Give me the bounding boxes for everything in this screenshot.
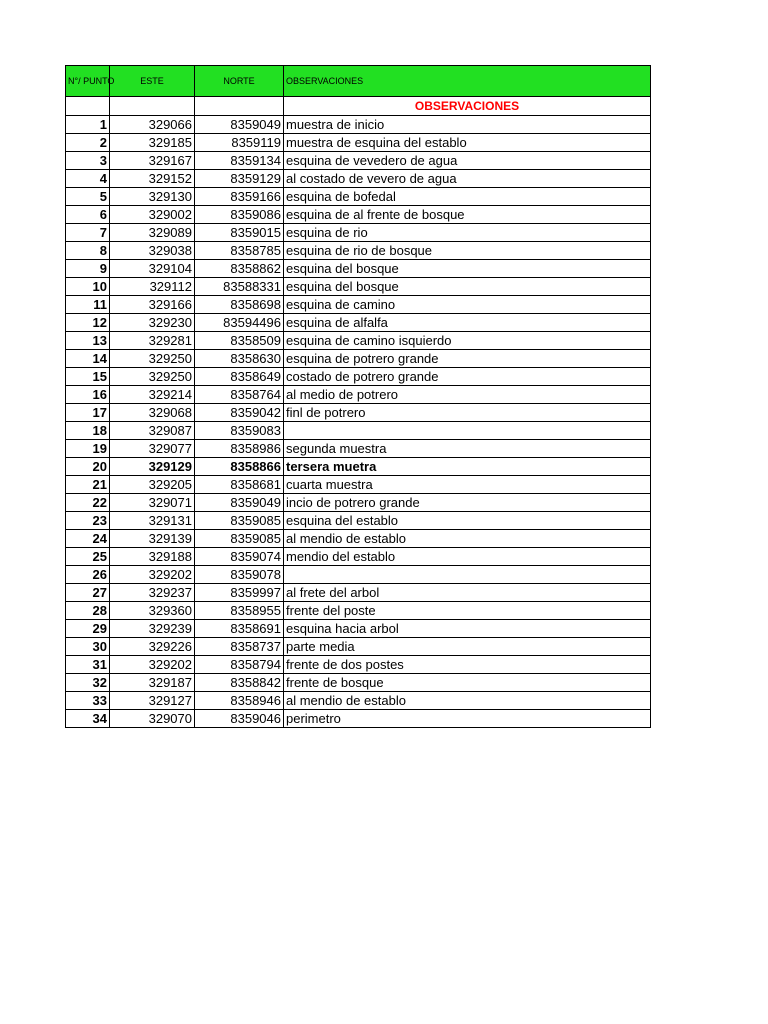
cell-norte[interactable]: 8359046 xyxy=(195,710,284,728)
cell-este[interactable]: 329130 xyxy=(110,188,195,206)
cell-observaciones[interactable]: frente de bosque xyxy=(284,674,651,692)
cell-este[interactable]: 329066 xyxy=(110,116,195,134)
subheader-cell-empty[interactable] xyxy=(110,97,195,116)
cell-este[interactable]: 329152 xyxy=(110,170,195,188)
table-row xyxy=(66,710,651,728)
cell-punto[interactable]: 2 xyxy=(66,134,110,152)
cell-este[interactable]: 329127 xyxy=(110,692,195,710)
cell-norte[interactable]: 8358737 xyxy=(195,638,284,656)
cell-este[interactable]: 329202 xyxy=(110,566,195,584)
cell-norte[interactable]: 8358955 xyxy=(195,602,284,620)
subheader-cell-empty[interactable] xyxy=(66,97,110,116)
cell-punto[interactable]: 8 xyxy=(66,242,110,260)
cell-observaciones[interactable]: esquina del establo xyxy=(284,512,651,530)
cell-punto[interactable]: 1 xyxy=(66,116,110,134)
cell-punto[interactable]: 31 xyxy=(66,656,110,674)
cell-este[interactable]: 329071 xyxy=(110,494,195,512)
table-row xyxy=(66,278,651,296)
cell-norte[interactable]: 8358986 xyxy=(195,440,284,458)
table-row xyxy=(66,674,651,692)
cell-punto[interactable]: 11 xyxy=(66,296,110,314)
cell-este[interactable]: 329214 xyxy=(110,386,195,404)
table-row xyxy=(66,332,651,350)
cell-este[interactable]: 329112 xyxy=(110,278,195,296)
header-punto[interactable]: N°/ PUNTO xyxy=(66,66,110,97)
cell-norte[interactable]: 8359015 xyxy=(195,224,284,242)
cell-punto[interactable]: 26 xyxy=(66,566,110,584)
cell-norte[interactable]: 8358509 xyxy=(195,332,284,350)
cell-norte[interactable]: 8358630 xyxy=(195,350,284,368)
table-row xyxy=(66,620,651,638)
cell-observaciones[interactable]: al medio de potrero xyxy=(284,386,651,404)
cell-este[interactable]: 329205 xyxy=(110,476,195,494)
header-observaciones[interactable]: OBSERVACIONES xyxy=(284,66,651,97)
cell-norte[interactable]: 8359049 xyxy=(195,116,284,134)
table-row xyxy=(66,368,651,386)
cell-norte[interactable]: 83588331 xyxy=(195,278,284,296)
header-norte[interactable]: NORTE xyxy=(195,66,284,97)
cell-norte[interactable]: 8359085 xyxy=(195,512,284,530)
cell-este[interactable]: 329131 xyxy=(110,512,195,530)
cell-observaciones[interactable]: esquina de al frente de bosque xyxy=(284,206,651,224)
cell-punto[interactable]: 4 xyxy=(66,170,110,188)
cell-norte[interactable]: 8358794 xyxy=(195,656,284,674)
table-row xyxy=(66,548,651,566)
cell-norte[interactable]: 8359166 xyxy=(195,188,284,206)
table-row xyxy=(66,260,651,278)
table-row xyxy=(66,638,651,656)
table-row xyxy=(66,314,651,332)
cell-norte[interactable]: 8359042 xyxy=(195,404,284,422)
table-row xyxy=(66,530,651,548)
cell-punto[interactable]: 34 xyxy=(66,710,110,728)
cell-punto[interactable]: 24 xyxy=(66,530,110,548)
subheader-cell-empty[interactable] xyxy=(195,97,284,116)
cell-observaciones[interactable]: esquina de potrero grande xyxy=(284,350,651,368)
cell-este[interactable]: 329002 xyxy=(110,206,195,224)
table-row xyxy=(66,224,651,242)
cell-este[interactable]: 329237 xyxy=(110,584,195,602)
cell-punto[interactable]: 19 xyxy=(66,440,110,458)
cell-norte[interactable]: 8358842 xyxy=(195,674,284,692)
table-row xyxy=(66,386,651,404)
cell-este[interactable]: 329167 xyxy=(110,152,195,170)
cell-punto[interactable]: 27 xyxy=(66,584,110,602)
cell-este[interactable]: 329166 xyxy=(110,296,195,314)
cell-observaciones[interactable]: muestra de inicio xyxy=(284,116,651,134)
cell-punto[interactable]: 33 xyxy=(66,692,110,710)
cell-norte[interactable]: 8359074 xyxy=(195,548,284,566)
table-row xyxy=(66,116,651,134)
cell-este[interactable]: 329239 xyxy=(110,620,195,638)
cell-este[interactable]: 329087 xyxy=(110,422,195,440)
cell-punto[interactable]: 14 xyxy=(66,350,110,368)
cell-este[interactable]: 329089 xyxy=(110,224,195,242)
cell-norte[interactable]: 8358681 xyxy=(195,476,284,494)
cell-este[interactable]: 329187 xyxy=(110,674,195,692)
cell-punto[interactable]: 22 xyxy=(66,494,110,512)
cell-este[interactable]: 329129 xyxy=(110,458,195,476)
cell-punto[interactable]: 25 xyxy=(66,548,110,566)
table-row xyxy=(66,458,651,476)
cell-punto[interactable]: 21 xyxy=(66,476,110,494)
cell-observaciones[interactable]: incio de potrero grande xyxy=(284,494,651,512)
cell-este[interactable]: 329185 xyxy=(110,134,195,152)
cell-observaciones[interactable]: muestra de esquina del establo xyxy=(284,134,651,152)
cell-observaciones[interactable]: al costado de vevero de agua xyxy=(284,170,651,188)
cell-punto[interactable]: 12 xyxy=(66,314,110,332)
cell-observaciones[interactable]: esquina de alfalfa xyxy=(284,314,651,332)
cell-observaciones[interactable]: esquina de vevedero de agua xyxy=(284,152,651,170)
cell-punto[interactable]: 16 xyxy=(66,386,110,404)
cell-observaciones[interactable]: frente del poste xyxy=(284,602,651,620)
cell-norte[interactable]: 8359119 xyxy=(195,134,284,152)
table-row xyxy=(66,152,651,170)
header-row xyxy=(66,66,651,97)
cell-este[interactable]: 329250 xyxy=(110,368,195,386)
cell-este[interactable]: 329281 xyxy=(110,332,195,350)
table-row xyxy=(66,350,651,368)
cell-norte[interactable]: 8359049 xyxy=(195,494,284,512)
cell-norte[interactable]: 83594496 xyxy=(195,314,284,332)
cell-punto[interactable]: 9 xyxy=(66,260,110,278)
cell-observaciones[interactable]: mendio del establo xyxy=(284,548,651,566)
cell-este[interactable]: 329250 xyxy=(110,350,195,368)
cell-punto[interactable]: 30 xyxy=(66,638,110,656)
table-body xyxy=(66,116,651,728)
cell-punto[interactable]: 32 xyxy=(66,674,110,692)
cell-observaciones[interactable]: esquina de camino isquierdo xyxy=(284,332,651,350)
table-row xyxy=(66,494,651,512)
cell-punto[interactable]: 28 xyxy=(66,602,110,620)
cell-este[interactable]: 329104 xyxy=(110,260,195,278)
cell-este[interactable]: 329068 xyxy=(110,404,195,422)
cell-norte[interactable]: 8358946 xyxy=(195,692,284,710)
cell-punto[interactable]: 18 xyxy=(66,422,110,440)
cell-este[interactable]: 329202 xyxy=(110,656,195,674)
cell-punto[interactable]: 20 xyxy=(66,458,110,476)
cell-observaciones[interactable]: esquina hacia arbol xyxy=(284,620,651,638)
table-row xyxy=(66,476,651,494)
cell-norte[interactable]: 8359085 xyxy=(195,530,284,548)
cell-este[interactable]: 329139 xyxy=(110,530,195,548)
cell-observaciones[interactable]: cuarta muestra xyxy=(284,476,651,494)
cell-punto[interactable]: 17 xyxy=(66,404,110,422)
spreadsheet xyxy=(65,65,650,728)
cell-norte[interactable]: 8358866 xyxy=(195,458,284,476)
cell-punto[interactable]: 3 xyxy=(66,152,110,170)
cell-este[interactable]: 329230 xyxy=(110,314,195,332)
cell-observaciones[interactable]: costado de potrero grande xyxy=(284,368,651,386)
cell-observaciones[interactable]: esquina de rio de bosque xyxy=(284,242,651,260)
cell-este[interactable]: 329226 xyxy=(110,638,195,656)
table-row xyxy=(66,422,651,440)
cell-observaciones[interactable]: perimetro xyxy=(284,710,651,728)
cell-observaciones[interactable]: esquina de rio xyxy=(284,224,651,242)
cell-punto[interactable]: 7 xyxy=(66,224,110,242)
cell-observaciones[interactable]: frente de dos postes xyxy=(284,656,651,674)
cell-punto[interactable]: 10 xyxy=(66,278,110,296)
cell-punto[interactable]: 6 xyxy=(66,206,110,224)
table-row xyxy=(66,692,651,710)
cell-observaciones[interactable] xyxy=(284,422,651,440)
table-row xyxy=(66,134,651,152)
cell-este[interactable]: 329077 xyxy=(110,440,195,458)
cell-este[interactable]: 329070 xyxy=(110,710,195,728)
subheader-row xyxy=(66,97,651,116)
cell-observaciones[interactable]: esquina del bosque xyxy=(284,260,651,278)
cell-observaciones[interactable]: tersera muetra xyxy=(284,458,651,476)
cell-observaciones[interactable]: al mendio de establo xyxy=(284,530,651,548)
table-row xyxy=(66,602,651,620)
table-row xyxy=(66,296,651,314)
cell-norte[interactable]: 8358785 xyxy=(195,242,284,260)
cell-este[interactable]: 329188 xyxy=(110,548,195,566)
cell-observaciones[interactable]: esquina de camino xyxy=(284,296,651,314)
cell-norte[interactable]: 8359078 xyxy=(195,566,284,584)
cell-punto[interactable]: 15 xyxy=(66,368,110,386)
cell-norte[interactable]: 8358649 xyxy=(195,368,284,386)
cell-observaciones[interactable]: esquina de bofedal xyxy=(284,188,651,206)
cell-norte[interactable]: 8359086 xyxy=(195,206,284,224)
cell-norte[interactable]: 8359134 xyxy=(195,152,284,170)
cell-norte[interactable]: 8358698 xyxy=(195,296,284,314)
table-row xyxy=(66,206,651,224)
table-row xyxy=(66,404,651,422)
cell-observaciones[interactable]: parte media xyxy=(284,638,651,656)
cell-observaciones[interactable]: finl de potrero xyxy=(284,404,651,422)
cell-norte[interactable]: 8358862 xyxy=(195,260,284,278)
cell-punto[interactable]: 5 xyxy=(66,188,110,206)
table-row xyxy=(66,512,651,530)
cell-norte[interactable]: 8359083 xyxy=(195,422,284,440)
cell-norte[interactable]: 8358764 xyxy=(195,386,284,404)
table-row xyxy=(66,188,651,206)
cell-observaciones[interactable]: al frete del arbol xyxy=(284,584,651,602)
table-row xyxy=(66,242,651,260)
cell-observaciones[interactable]: segunda muestra xyxy=(284,440,651,458)
cell-este[interactable]: 329038 xyxy=(110,242,195,260)
table-row xyxy=(66,584,651,602)
cell-este[interactable]: 329360 xyxy=(110,602,195,620)
subheader-observaciones[interactable]: OBSERVACIONES xyxy=(284,97,651,116)
table-row xyxy=(66,440,651,458)
table-row xyxy=(66,170,651,188)
cell-observaciones[interactable]: esquina del bosque xyxy=(284,278,651,296)
header-este[interactable]: ESTE xyxy=(110,66,195,97)
cell-norte[interactable]: 8359129 xyxy=(195,170,284,188)
cell-norte[interactable]: 8358691 xyxy=(195,620,284,638)
cell-observaciones[interactable] xyxy=(284,566,651,584)
table-row xyxy=(66,566,651,584)
cell-observaciones[interactable]: al mendio de establo xyxy=(284,692,651,710)
cell-punto[interactable]: 29 xyxy=(66,620,110,638)
cell-punto[interactable]: 23 xyxy=(66,512,110,530)
table-row xyxy=(66,656,651,674)
cell-punto[interactable]: 13 xyxy=(66,332,110,350)
coordinates-table xyxy=(65,65,651,728)
cell-norte[interactable]: 8359997 xyxy=(195,584,284,602)
